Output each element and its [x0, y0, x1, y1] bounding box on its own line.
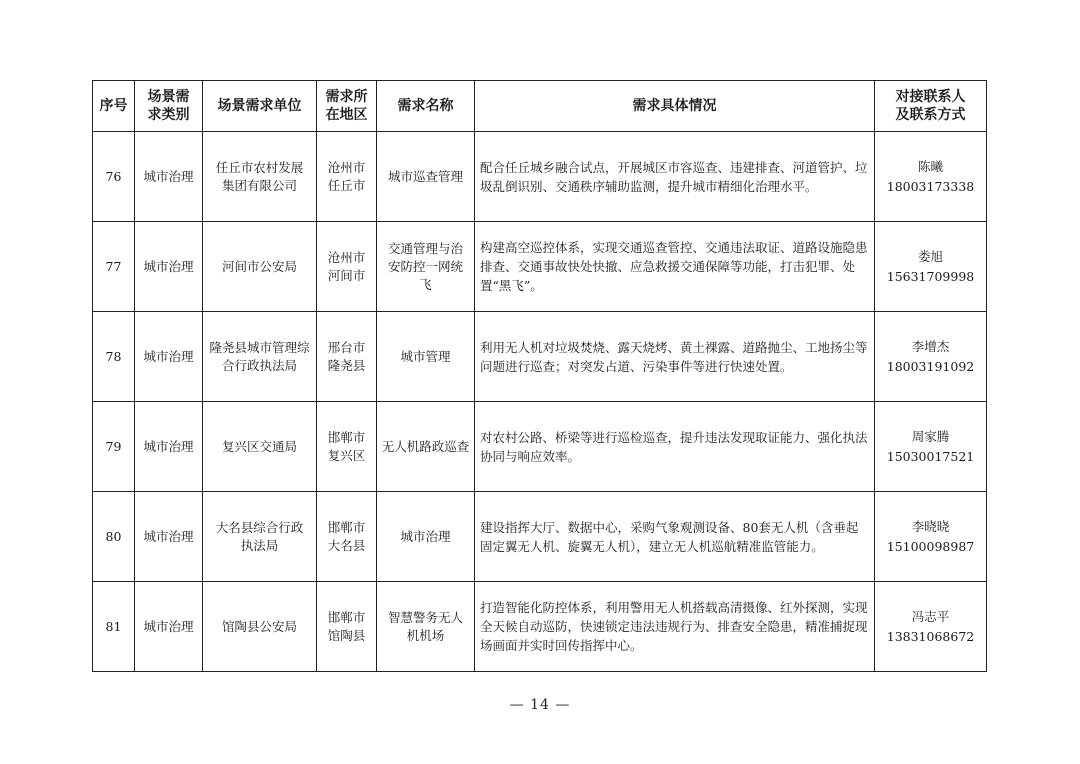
- row-category: 城市治理: [135, 312, 203, 402]
- row-unit: 复兴区交通局: [203, 402, 317, 492]
- contact-phone: 15631709998: [886, 268, 975, 284]
- row-contact: [875, 312, 987, 402]
- row-region-text: 沧州市河间市: [327, 249, 366, 283]
- row-category: 城市治理: [135, 132, 203, 222]
- row-region-text: 邯郸市大名县: [327, 519, 366, 553]
- row-category: 城市治理: [135, 222, 203, 312]
- row-unit: [203, 492, 317, 582]
- row-name: [377, 582, 475, 672]
- row-detail: 建设指挥大厅、数据中心，采购气象观测设备、80套无人机（含垂起固定翼无人机、旋翼无人机），建立无人机巡航精准监管能力。: [475, 492, 875, 582]
- table-row: [93, 582, 987, 672]
- row-name: 无人机路政巡查: [377, 402, 475, 492]
- row-region-text: 邯郸市馆陶县: [327, 609, 366, 643]
- row-name-text: 智慧警务无人机机场: [387, 609, 463, 643]
- table-row: [93, 402, 987, 492]
- row-no: 80: [93, 492, 135, 582]
- header-category: [135, 81, 203, 132]
- row-detail: 构建高空巡控体系，实现交通巡查管控、交通违法取证、道路设施隐患排查、交通事故快处快撤、应急救援交通保障等功能，打击犯罪、处置“黑飞”。: [475, 222, 875, 312]
- row-name: 城市巡查管理: [377, 132, 475, 222]
- requirements-table: [92, 80, 987, 672]
- row-unit: [203, 312, 317, 402]
- row-category: 城市治理: [135, 492, 203, 582]
- table-header-row: [93, 81, 987, 132]
- row-name: 城市治理: [377, 492, 475, 582]
- contact-name: 陈曦: [917, 158, 943, 174]
- row-unit: 馆陶县公安局: [203, 582, 317, 672]
- header-contact-label: 对接联系人及联系方式: [895, 89, 966, 123]
- header-region-label: 需求所在地区: [325, 89, 368, 123]
- contact-name: 周家腾: [911, 428, 950, 444]
- row-contact: [875, 402, 987, 492]
- row-unit-text: 大名县综合行政执法局: [215, 519, 304, 553]
- page-number: — 14 —: [509, 697, 571, 713]
- row-region: [317, 312, 377, 402]
- row-name: [377, 222, 475, 312]
- contact-name: 李增杰: [911, 338, 950, 354]
- row-region: [317, 132, 377, 222]
- row-name-text: 交通管理与治安防控一网统飞: [387, 240, 463, 292]
- table-row: [93, 492, 987, 582]
- row-no: 76: [93, 132, 135, 222]
- row-region: [317, 492, 377, 582]
- header-category-label: 场景需求类别: [147, 89, 190, 123]
- row-no: 79: [93, 402, 135, 492]
- contact-name: 李晓晓: [911, 518, 950, 534]
- row-detail: 利用无人机对垃圾焚烧、露天烧烤、黄土裸露、道路抛尘、工地扬尘等问题进行巡查；对突发占道、污染事件等进行快速处置。: [475, 312, 875, 402]
- table-row: [93, 132, 987, 222]
- header-name: 需求名称: [377, 81, 475, 132]
- contact-name: 娄旭: [917, 248, 943, 264]
- row-detail: 对农村公路、桥梁等进行巡检巡查，提升违法发现取证能力、强化执法协同与响应效率。: [475, 402, 875, 492]
- row-region: [317, 582, 377, 672]
- row-region: [317, 222, 377, 312]
- row-region: [317, 402, 377, 492]
- row-unit: 河间市公安局: [203, 222, 317, 312]
- header-unit: 场景需求单位: [203, 81, 317, 132]
- row-contact: [875, 132, 987, 222]
- row-name: 城市管理: [377, 312, 475, 402]
- contact-phone: 15030017521: [886, 448, 975, 464]
- row-detail: 打造智能化防控体系，利用警用无人机搭载高清摄像、红外探测，实现全天候自动巡防，快速锁定违法违规行为、排查安全隐患，精准捕捉现场画面并实时回传指挥中心。: [475, 582, 875, 672]
- row-contact: [875, 492, 987, 582]
- row-no: 81: [93, 582, 135, 672]
- header-no: 序号: [93, 81, 135, 132]
- row-region-text: 邢台市隆尧县: [327, 339, 366, 373]
- contact-name: 冯志平: [911, 608, 950, 624]
- row-region-text: 邯郸市复兴区: [327, 429, 366, 463]
- row-contact: [875, 582, 987, 672]
- header-contact: [875, 81, 987, 132]
- header-region: [317, 81, 377, 132]
- row-detail: 配合任丘城乡融合试点，开展城区市容巡查、违建排查、河道管护、垃圾乱倒识别、交通秩序辅助监测，提升城市精细化治理水平。: [475, 132, 875, 222]
- table-row: [93, 222, 987, 312]
- row-no: 77: [93, 222, 135, 312]
- header-detail: 需求具体情况: [475, 81, 875, 132]
- row-region-text: 沧州市任丘市: [327, 159, 366, 193]
- row-unit-text: 任丘市农村发展集团有限公司: [215, 159, 304, 193]
- row-no: 78: [93, 312, 135, 402]
- contact-phone: 13831068672: [886, 628, 975, 644]
- row-category: 城市治理: [135, 402, 203, 492]
- table-row: [93, 312, 987, 402]
- row-unit-text: 隆尧县城市管理综合行政执法局: [209, 339, 310, 373]
- row-contact: [875, 222, 987, 312]
- row-unit: [203, 132, 317, 222]
- contact-phone: 18003191092: [886, 358, 975, 374]
- contact-phone: 18003173338: [886, 178, 975, 194]
- contact-phone: 15100098987: [886, 538, 975, 554]
- row-category: 城市治理: [135, 582, 203, 672]
